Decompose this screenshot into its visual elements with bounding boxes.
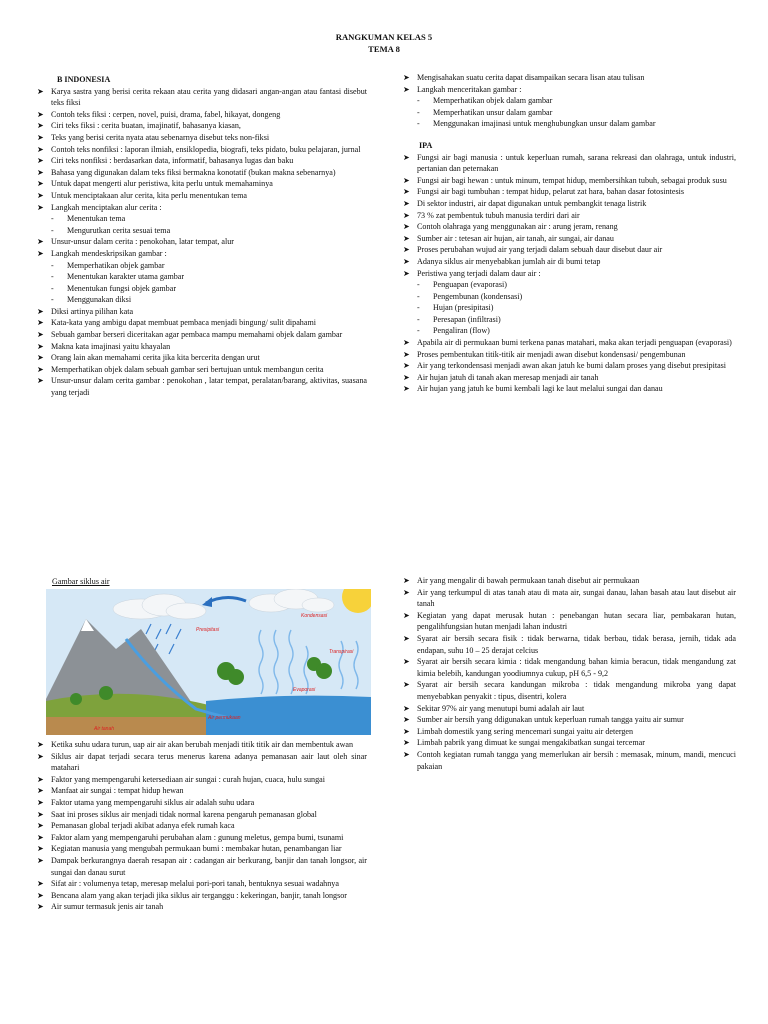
list-item: ➤ Fungsi air bagi hewan : untuk minum, tempat hidup, membersihkan tubuh, sebagai produk susu <box>403 175 736 187</box>
list-item: ➤ Sifat air : volumenya tetap, meresap melalui pori-pori tanah, bentuknya sesuai wadahnya <box>37 878 367 890</box>
sub-item: - Menentukan tema <box>37 213 367 225</box>
label-air-tanah: Air tanah <box>94 726 115 732</box>
sub-item: - Memperhatikan unsur dalam gambar <box>403 107 736 119</box>
sub-item: - Menentukan karakter utama gambar <box>37 271 367 283</box>
list-item: ➤ Faktor alam yang mempengaruhi perubahan alam : gunung meletus, gempa bumi, tsunami <box>37 832 367 844</box>
list-item: ➤ Dampak berkurangnya daerah resapan air : cadangan air berkurang, banjir dan tanah longsor, air sungai dan danau surut <box>37 855 367 878</box>
list-item: ➤ Sumber air bersih yang ddigunakan untuk keperluan rumah tangga yaitu air sumur <box>403 714 736 726</box>
list-item: ➤ Limbah pabrik yang dimuat ke sungai mengakibatkan sungai tercemar <box>403 737 736 749</box>
list-item: ➤ Syarat air bersih secara kandungan mikroba : tidak mengandung mikroba yang dapat menyebabkan penyakit : tipus, disentri, kolera <box>403 679 736 702</box>
label-presipitasi: Presipitasi <box>196 627 220 633</box>
list-item: ➤ Ketika suhu udara turun, uap air air akan berubah menjadi titik titik air dan membentuk awan <box>37 739 367 751</box>
list-item: ➤ Kata-kata yang ambigu dapat membuat pembaca menjadi bingung/ sulit dipahami <box>37 317 367 329</box>
title-line-1: RANGKUMAN KELAS 5 <box>335 32 433 42</box>
list-item: ➤ Saat ini proses siklus air menjadi tidak normal karena pengaruh pemanasan global <box>37 809 367 821</box>
label-transpirasi: Transpirasi <box>329 649 354 655</box>
list-item: ➤ Di sektor industri, air dapat digunakan untuk pembangkit tenaga listrik <box>403 198 736 210</box>
label-evaporasi: Evaporasi <box>293 687 316 693</box>
title-line-2: TEMA 8 <box>368 44 400 54</box>
ipa-heading: IPA <box>419 140 433 150</box>
diagram-title: Gambar siklus air <box>52 577 110 586</box>
list-item: ➤ Langkah menceritakan gambar : <box>403 84 736 96</box>
bindo-heading: B INDONESIA <box>57 75 111 84</box>
sub-item: - Menentukan fungsi objek gambar <box>37 283 367 295</box>
list-item: ➤ Syarat air bersih secara kimia : tidak mengandung bahan kimia beracun, tidak mengandung zat kimia belebih, kandungan yoodiumnya cukup, pH 6,5 - 9,2 <box>403 656 736 679</box>
list-item: ➤ Ciri teks nonfiksi : berdasarkan data, informatif, bahasanya lugas dan baku <box>37 155 367 167</box>
sub-item: - Pengembunan (kondensasi) <box>403 291 736 303</box>
list-item: ➤ Makna kata imajinasi yaitu khayalan <box>37 341 367 353</box>
list-item: ➤ 73 % zat pembentuk tubuh manusia terdiri dari air <box>403 210 736 222</box>
list-item: ➤ Proses pembentukan titik-titik air menjadi awan disebut kondensasi/ pengembunan <box>403 349 736 361</box>
list-item: ➤ Fungsi air bagi manusia : untuk keperluan rumah, sarana rekreasi dan olahraga, untuk industri, pertanian dan peternakan <box>403 152 736 175</box>
list-item: ➤ Untuk dapat mengerti alur peristiwa, kita perlu untuk memahaminya <box>37 178 367 190</box>
list-item: ➤ Proses perubahan wujud air yang terjadi dalam sebuah daur disebut daur air <box>403 244 736 256</box>
list-item: ➤ Contoh teks nonfiksi : laporan ilmiah, ensiklopedia, biografi, teks pidato, buku pelajaran, jurnal <box>37 144 367 156</box>
list-item: ➤ Adanya siklus air menyebabkan jumlah air di bumi tetap <box>403 256 736 268</box>
list-item: ➤ Apabila air di permukaan bumi terkena panas matahari, maka akan terjadi penguapan (evaporasi) <box>403 337 736 349</box>
list-item: ➤ Teks yang berisi cerita nyata atau sebenarnya disebut teks non-fiksi <box>37 132 367 144</box>
list-item: ➤ Unsur-unsur dalam cerita gambar : penokohan , latar tempat, peralatan/barang, aktivitas, suasana yang terjadi <box>37 375 367 398</box>
sub-item: - Pengaliran (flow) <box>403 325 736 337</box>
list-item: ➤ Sekitar 97% air yang menutupi bumi adalah air laut <box>403 703 736 715</box>
list-item: ➤ Air yang mengalir di bawah permukaan tanah disebut air permukaan <box>403 575 736 587</box>
bindo-section <box>37 72 367 399</box>
label-kondensasi: Kondensasi <box>301 613 328 619</box>
list-item: ➤ Siklus air dapat terjadi secara terus menerus karena adanya pemanasan aair laut oleh sinar matahari <box>37 751 367 774</box>
list-item: ➤ Faktor yang mempengaruhi ketersediaan air sungai : curah hujan, cuaca, hulu sungai <box>37 774 367 786</box>
sub-item: - Hujan (presipitasi) <box>403 302 736 314</box>
bottom-right-section <box>403 575 736 772</box>
list-item: ➤ Untuk menciptakaan alur cerita, kita perlu menentukan tema <box>37 190 367 202</box>
list-item: ➤ Diksi artinya pilihan kata <box>37 306 367 318</box>
list-item: ➤ Manfaat air sungai : tempat hidup hewan <box>37 785 367 797</box>
list-item: ➤ Air hujan yang jatuh ke bumi kembali lagi ke laut melalui sungai dan danau <box>403 383 736 395</box>
list-item: ➤ Faktor utama yang mempengaruhi siklus air adalah suhu udara <box>37 797 367 809</box>
list-item: ➤ Bencana alam yang akan terjadi jika siklus air terganggu : kekeringan, banjir, tanah longsor <box>37 890 367 902</box>
sub-item: - Menggunakan imajinasi untuk menghubungkan unsur dalam gambar <box>403 118 736 130</box>
list-item: ➤ Langkah mendeskripsikan gambar : <box>37 248 367 260</box>
label-air-permukaan: Air permukaan <box>208 715 241 721</box>
list-item: ➤ Kegiatan yang dapat merusak hutan : penebangan hutan secara liar, pembakaran hutan, pengalihfungsian hutan menjadi lahan industri <box>403 610 736 633</box>
list-item: ➤ Pemanasan global terjadi akibat adanya efek rumah kaca <box>37 820 367 832</box>
list-item: ➤ Contoh kegiatan rumah tangga yang memerlukan air bersih : memasak, minum, mandi, mencuci pakaian <box>403 749 736 772</box>
sub-item: - Peresapan (infiltrasi) <box>403 314 736 326</box>
list-item: ➤ Contoh olahraga yang menggunakan air : arung jeram, renang <box>403 221 736 233</box>
water-cycle-diagram <box>46 589 371 735</box>
list-item: ➤ Air sumur termasuk jenis air tanah <box>37 901 367 913</box>
list-item: ➤ Fungsi air bagi tumbuhan : tempat hidup, pelarut zat hara, bahan dasar fotosintesis <box>403 186 736 198</box>
list-item: ➤ Orang lain akan memahami cerita jika kita bercerita dengan urut <box>37 352 367 364</box>
list-item: ➤ Air yang terkumpul di atas tanah atau di mata air, sungai danau, lahan basah atau laut disebut air tanah <box>403 587 736 610</box>
sub-item: - Memperhatikan objek gambar <box>37 260 367 272</box>
list-item: ➤ Ciri teks fiksi : cerita buatan, imajinatif, bahasanya kiasan, <box>37 120 367 132</box>
list-item: ➤ Bahasa yang digunakan dalam teks fiksi bermakna konotatif (bukan makna sebenarnya) <box>37 167 367 179</box>
list-item: ➤ Sumber air : tetesan air hujan, air tanah, air sungai, air danau <box>403 233 736 245</box>
list-item: ➤ Memperhatikan objek dalam sebuah gambar seri bertujuan untuk membangun cerita <box>37 364 367 376</box>
sub-item: - Penguapan (evaporasi) <box>403 279 736 291</box>
sub-item: - Mengurutkan cerita sesuai tema <box>37 225 367 237</box>
list-item: ➤ Syarat air bersih secara fisik : tidak berwarna, tidak berbau, tidak berasa, jernih, tidak ada endapan, suhu 10 – 25 derajat celcius <box>403 633 736 656</box>
right-top-section <box>403 72 736 395</box>
list-item: ➤ Karya sastra yang berisi cerita rekaan atau cerita yang didasari angan-angan atau fantasi disebut teks fiksi <box>37 86 367 109</box>
list-item: ➤ Langkah menciptakan alur cerita : <box>37 202 367 214</box>
page-title <box>0 31 768 55</box>
list-item: ➤ Peristiwa yang terjadi dalam daur air : <box>403 268 736 280</box>
sub-item: - Memperhatikan objek dalam gambar <box>403 95 736 107</box>
list-item: ➤ Contoh teks fiksi : cerpen, novel, puisi, drama, fabel, hikayat, dongeng <box>37 109 367 121</box>
list-item: ➤ Kegiatan manusia yang mengubah permukaan bumi : membakar hutan, penambangan liar <box>37 843 367 855</box>
sub-item: - Menggunakan diksi <box>37 294 367 306</box>
list-item: ➤ Sebuah gambar berseri diceritakan agar pembaca mampu memahami objek dalam gambar <box>37 329 367 341</box>
bottom-left-section <box>37 739 367 913</box>
list-item: ➤ Air yang terkondensasi menjadi awan akan jatuh ke bumi dalam proses yang disebut presipitasi <box>403 360 736 372</box>
list-item: ➤ Mengisahakan suatu cerita dapat disampaikan secara lisan atau tulisan <box>403 72 736 84</box>
list-item: ➤ Air hujan jatuh di tanah akan meresap menjadi air tanah <box>403 372 736 384</box>
list-item: ➤ Limbah domestik yang sering mencemari sungai yaitu air detergen <box>403 726 736 738</box>
list-item: ➤ Unsur-unsur dalam cerita : penokohan, latar tempat, alur <box>37 236 367 248</box>
